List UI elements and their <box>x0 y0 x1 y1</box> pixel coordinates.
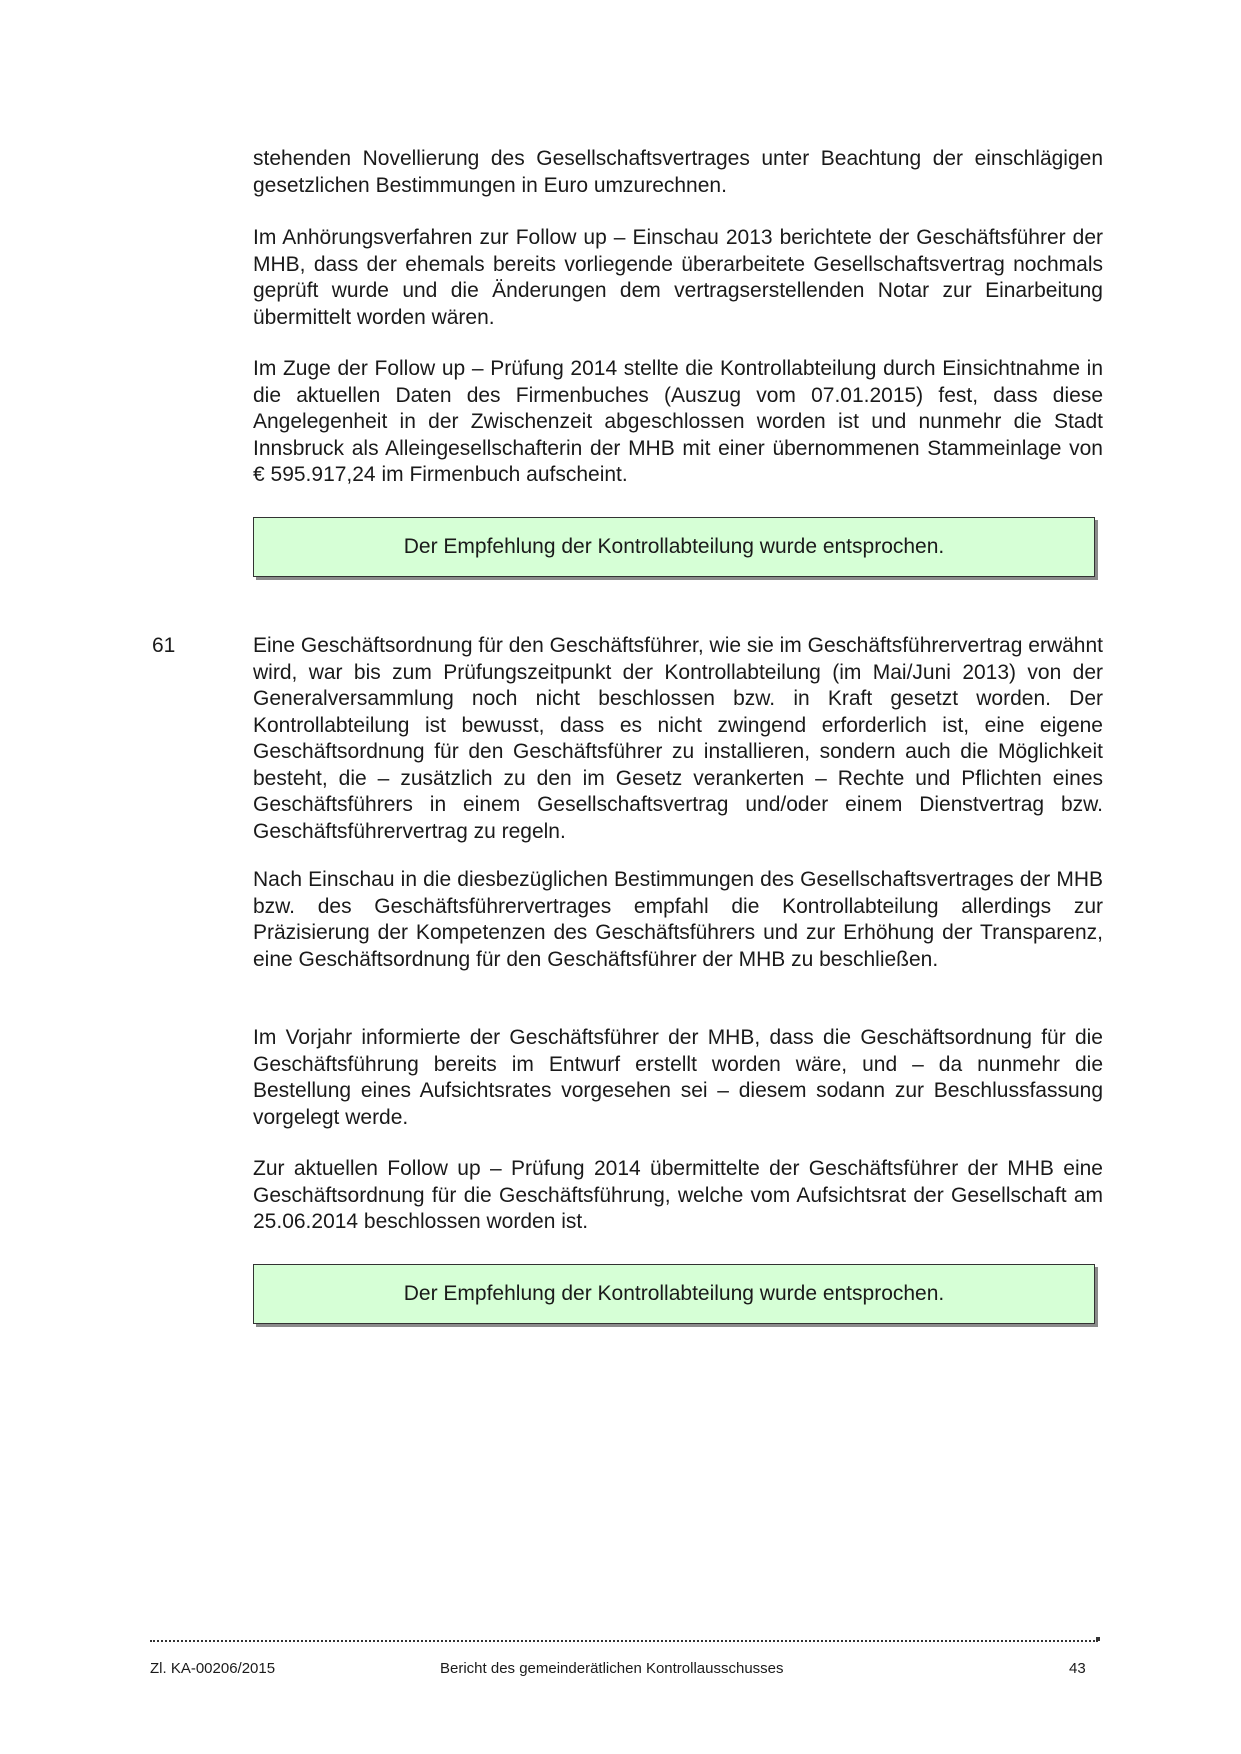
footer-divider-end <box>1096 1637 1100 1641</box>
intro-paragraph-1: stehenden Novellierung des Gesellschaftsvertrages unter Beachtung der einschlägigen gesetzlichen Bestimmungen in Euro umzurechnen. <box>253 147 1103 197</box>
intro-paragraph-2: Im Anhörungsverfahren zur Follow up – Einschau 2013 berichtete der Geschäftsführer der MHB, dass der ehemals bereits vorliegende überarbeitete Gesellschaftsvertrag nochmals geprüft wurde und die Änderungen dem vertragserstellenden Notar zur Einarbeitung übermittelt worden wären. <box>253 226 1103 329</box>
footer-divider <box>150 1640 1098 1642</box>
footer-title: Bericht des gemeinderätlichen Kontrollausschusses <box>440 1660 784 1677</box>
section-paragraph-1: Eine Geschäftsordnung für den Geschäftsführer, wie sie im Geschäftsführervertrag erwähnt wird, war bis zum Prüfungszeitpunkt der Kontrollabteilung (im Mai/Juni 2013) von der Generalversammlung noch nicht beschlossen bzw. in Kraft gesetzt worden. Der Kontrollabteilung ist bewusst, dass es nicht zwingend erforderlich ist, eine eigene Geschäftsordnung für den Geschäftsführer zu installieren, sondern auch die Möglichkeit besteht, die – zusätzlich zu den im Gesetz verankerten – Rechte und Pflichten eines Geschäftsführers in einem Gesellschaftsvertrag und/oder einem Dienstvertrag bzw. Geschäftsführervertrag zu regeln. <box>253 634 1103 843</box>
recommendation-result-box: Der Empfehlung der Kontrollabteilung wurde entsprochen. <box>253 517 1095 577</box>
recommendation-result-box: Der Empfehlung der Kontrollabteilung wurde entsprochen. <box>253 1264 1095 1324</box>
section-number: 61 <box>152 634 176 657</box>
section-paragraph-4: Zur aktuellen Follow up – Prüfung 2014 übermittelte der Geschäftsführer der MHB eine Geschäftsordnung für die Geschäftsführung, welche vom Aufsichtsrat der Gesellschaft am 25.06.2014 beschlossen worden ist. <box>253 1157 1103 1233</box>
footer-reference: Zl. KA-00206/2015 <box>150 1660 276 1677</box>
section-paragraph-2: Nach Einschau in die diesbezüglichen Bestimmungen des Gesellschaftsvertrages der MHB bzw. des Geschäftsführervertrages empfahl die Kontrollabteilung allerdings zur Präzisierung der Kompetenzen des Geschäftsführers und zur Erhöhung der Transparenz, eine Geschäftsordnung für den Geschäftsführer der MHB zu beschließen. <box>253 868 1103 971</box>
footer-page-number: 43 <box>1069 1660 1086 1677</box>
section-paragraph-3: Im Vorjahr informierte der Geschäftsführer der MHB, dass die Geschäftsordnung für die Geschäftsführung bereits im Entwurf erstellt worden wäre, und – da nunmehr die Bestellung eines Aufsichtsrates vorgesehen sei – diesem sodann zur Beschlussfassung vorgelegt werde. <box>253 1026 1103 1129</box>
intro-paragraph-3: Im Zuge der Follow up – Prüfung 2014 stellte die Kontrollabteilung durch Einsichtnahme in die aktuellen Daten des Firmenbuches (Auszug vom 07.01.2015) fest, dass diese Angelegenheit in der Zwischenzeit abgeschlossen worden ist und nunmehr die Stadt Innsbruck als Alleingesellschafterin der MHB mit einer übernommenen Stammeinlage von € 595.917,24 im Firmenbuch aufscheint. <box>253 357 1103 486</box>
